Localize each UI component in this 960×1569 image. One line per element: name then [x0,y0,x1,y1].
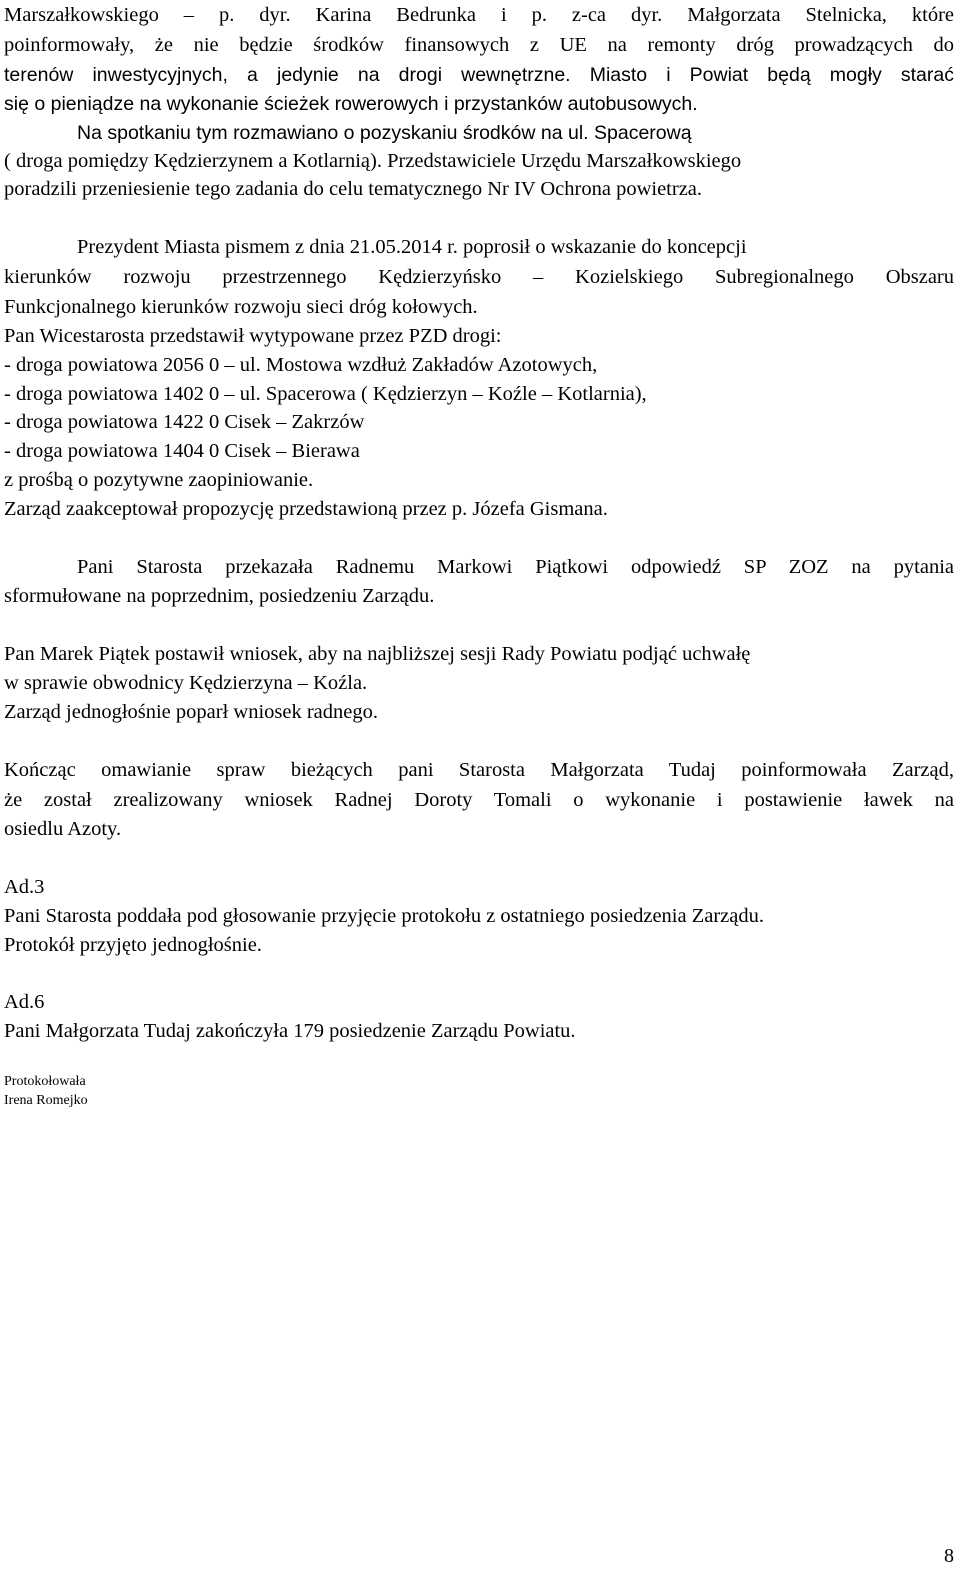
text-line-9: kierunków rozwoju przestrzennego Kędzierzyńsko – Kozielskiego Subregionalnego Obszaru [4,266,954,288]
text-line-19: sformułowane na poprzednim, posiedzeniu Zarządu. [4,585,435,607]
text-line-13: - droga powiatowa 1402 0 – ul. Spacerowa ( Kędzierzyn – Koźle – Kotlarnia), [4,383,647,405]
text-line-17: Zarząd zaakceptował propozycję przedstawioną przez p. Józefa Gismana. [4,498,608,520]
text-line-6: ( droga pomiędzy Kędzierzynem a Kotlarnią). Przedstawiciele Urzędu Marszałkowskiego [4,150,742,172]
text-line-30: Pani Małgorzata Tudaj zakończyła 179 posiedzenie Zarządu Powiatu. [4,1020,576,1042]
signature-name: Irena Romejko [4,1093,88,1108]
text-line-2: poinformowały, że nie będzie środków finansowych z UE na remonty dróg prowadzących do [4,34,954,56]
text-line-7: poradzili przeniesienie tego zadania do celu tematycznego Nr IV Ochrona powietrza. [4,178,703,200]
text-line-8: Prezydent Miasta pismem z dnia 21.05.2014 r. poprosił o wskazanie do koncepcji [77,236,747,258]
text-line-18: Pani Starosta przekazała Radnemu Markowi Piątkowi odpowiedź SP ZOZ na pytania [77,556,954,578]
text-line-10: Funkcjonalnego kierunków rozwoju sieci dróg kołowych. [4,296,478,318]
text-line-15: - droga powiatowa 1404 0 Cisek – Bierawa [4,440,360,462]
text-line-11: Pan Wicestarosta przedstawił wytypowane przez PZD drogi: [4,325,502,347]
section-heading-ad3: Ad.3 [4,876,45,898]
text-line-27: Pani Starosta poddała pod głosowanie przyjęcie protokołu z ostatniego posiedzenia Zarządu. [4,905,764,927]
text-line-25: osiedlu Azoty. [4,818,122,840]
text-line-22: Zarząd jednogłośnie poparł wniosek radnego. [4,701,379,723]
text-line-1: Marszałkowskiego – p. dyr. Karina Bedrunka i p. z-ca dyr. Małgorzata Stelnicka, które [4,4,954,26]
text-line-28: Protokół przyjęto jednogłośnie. [4,934,262,956]
text-line-5: Na spotkaniu tym rozmawiano o pozyskaniu środków na ul. Spacerową [77,122,692,144]
text-line-4: się o pieniądze na wykonanie ścieżek rowerowych i przystanków autobusowych. [4,93,698,115]
page-number: 8 [944,1545,954,1567]
text-line-21: w sprawie obwodnicy Kędzierzyna – Koźla. [4,672,368,694]
section-heading-ad6: Ad.6 [4,991,45,1013]
text-line-14: - droga powiatowa 1422 0 Cisek – Zakrzów [4,411,365,433]
text-line-3: terenów inwestycyjnych, a jedynie na drogi wewnętrzne. Miasto i Powiat będą mogły starać [4,64,954,86]
text-line-20: Pan Marek Piątek postawił wniosek, aby na najbliższej sesji Rady Powiatu podjąć uchwałę [4,643,751,665]
text-line-23: Kończąc omawianie spraw bieżących pani Starosta Małgorzata Tudaj poinformowała Zarząd, [4,759,954,781]
signature-role: Protokołowała [4,1074,86,1089]
text-line-24: że został zrealizowany wniosek Radnej Doroty Tomali o wykonanie i postawienie ławek na [4,789,954,811]
text-line-12: - droga powiatowa 2056 0 – ul. Mostowa wzdłuż Zakładów Azotowych, [4,354,598,376]
text-line-16: z prośbą o pozytywne zaopiniowanie. [4,469,314,491]
